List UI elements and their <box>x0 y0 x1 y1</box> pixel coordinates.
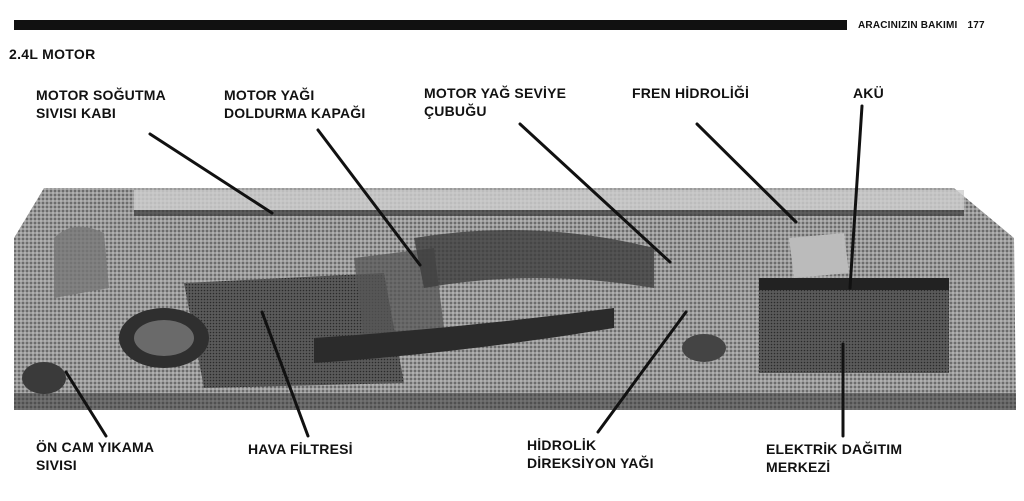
label-oil-dipstick: MOTOR YAĞ SEVİYE ÇUBUĞU <box>424 85 567 119</box>
label-washer-fluid: ÖN CAM YIKAMA SIVISI <box>36 439 155 473</box>
label-air-filter: HAVA FİLTRESİ <box>248 441 353 457</box>
label-power-distribution-center: ELEKTRİK DAĞITIM MERKEZİ <box>766 441 903 475</box>
engine-bay-photo <box>14 178 1016 410</box>
label-brake-fluid: FREN HİDROLİĞİ <box>632 85 750 101</box>
header-section-title: ARACINIZIN BAKIMI <box>858 20 958 31</box>
header-rule <box>14 20 847 30</box>
label-coolant-reservoir: MOTOR SOĞUTMA SIVISI KABI <box>36 87 166 121</box>
label-battery: AKÜ <box>853 85 884 101</box>
label-oil-fill-cap: MOTOR YAĞI DOLDURMA KAPAĞI <box>224 87 366 121</box>
page-title: 2.4L MOTOR <box>9 46 96 62</box>
running-header <box>858 20 985 31</box>
page-number: 177 <box>967 20 985 31</box>
label-power-steering-fluid: HİDROLİK DİREKSİYON YAĞI <box>527 437 654 471</box>
